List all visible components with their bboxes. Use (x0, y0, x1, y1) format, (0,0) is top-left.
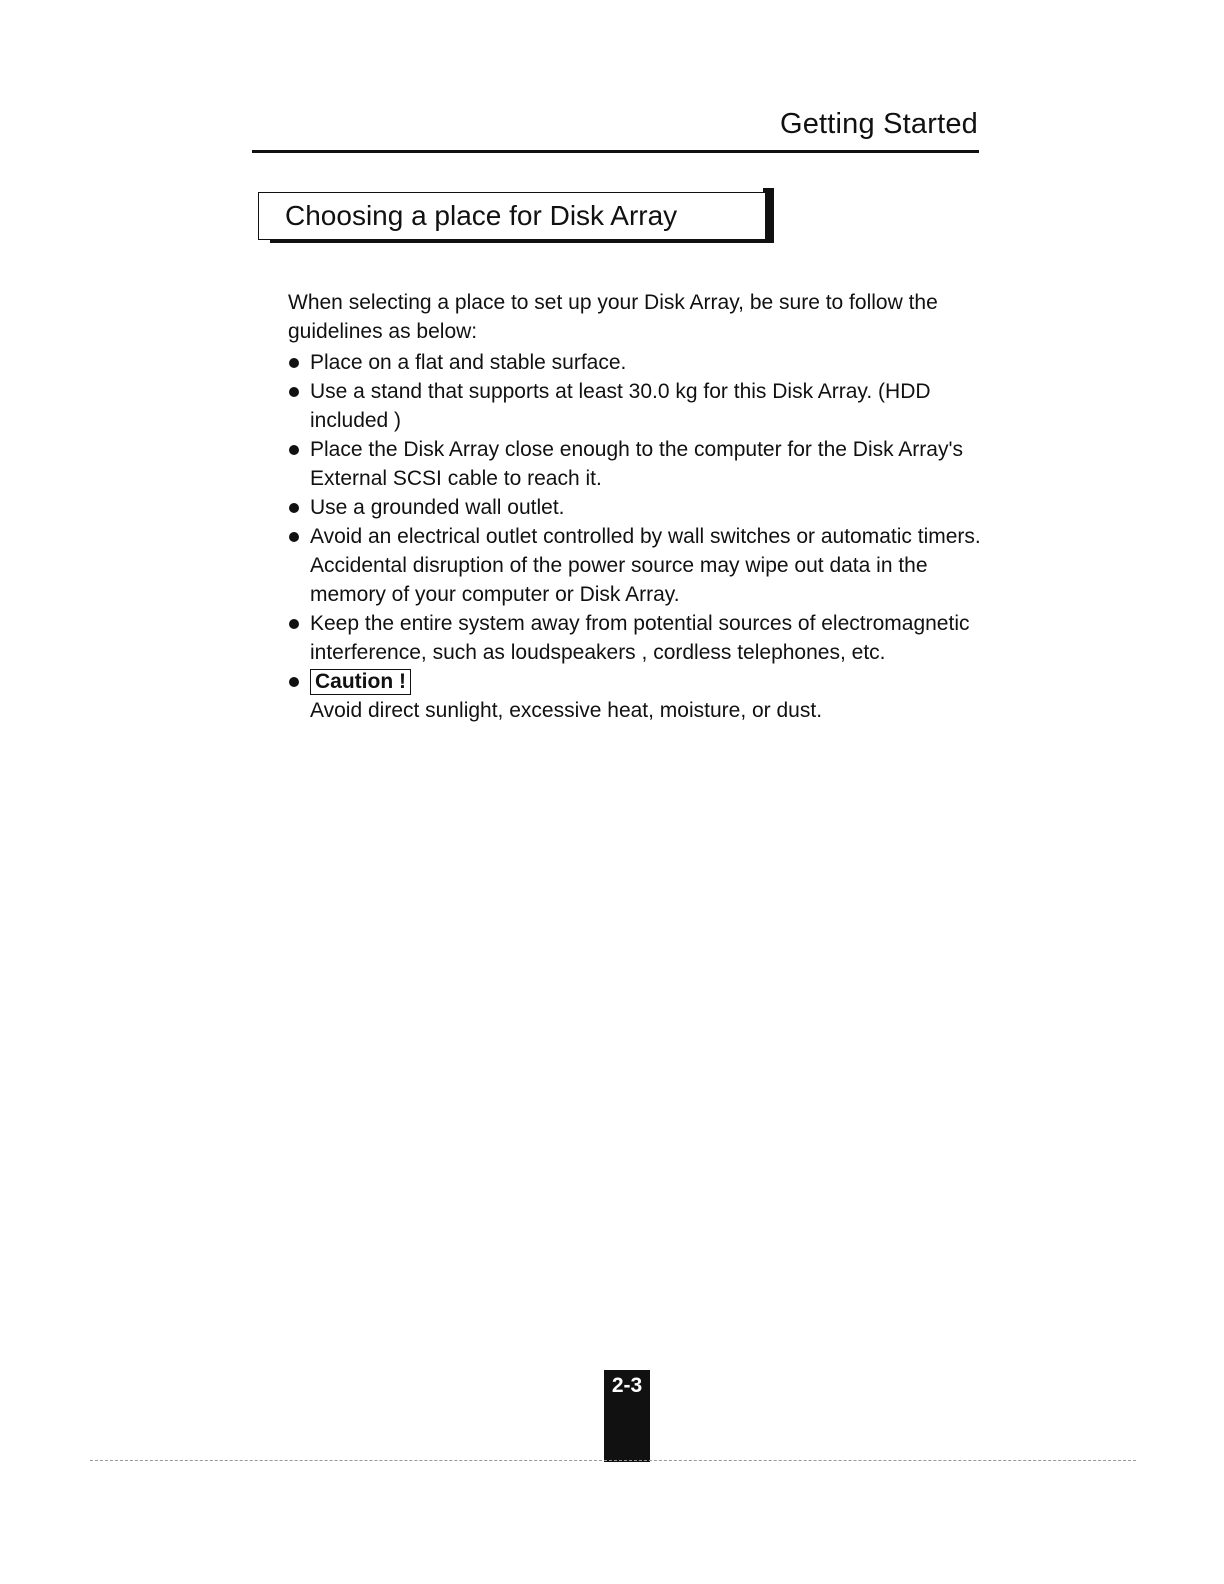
running-header: Getting Started (779, 108, 978, 140)
list-item (288, 377, 988, 435)
list-item (288, 609, 988, 667)
bullet-icon (289, 445, 299, 455)
bottom-rule (90, 1460, 1136, 1461)
guideline-text: Use a grounded wall outlet. (310, 496, 565, 519)
caution-label: Caution ! (310, 669, 411, 695)
caution-item (288, 667, 988, 725)
bullet-icon (289, 358, 299, 368)
header-rule (252, 150, 979, 153)
guideline-text: Avoid an electrical outlet controlled by wall switches or automatic timers. Accidental disruption of the power source may wipe out data in the memory of your computer or Disk Array. (310, 525, 981, 606)
guideline-text: Place the Disk Array close enough to the computer for the Disk Array's External SCSI cable to reach it. (310, 438, 963, 490)
bullet-icon (289, 677, 299, 687)
caution-text: Avoid direct sunlight, excessive heat, moisture, or dust. (310, 699, 823, 722)
guideline-list (288, 348, 988, 725)
bullet-icon (289, 387, 299, 397)
guideline-text: Keep the entire system away from potential sources of electromagnetic interference, such as loudspeakers , cordless telephones, etc. (310, 612, 970, 664)
guideline-text: Use a stand that supports at least 30.0 kg for this Disk Array. (HDD included ) (310, 380, 931, 432)
body-text (288, 288, 988, 725)
bullet-icon (289, 503, 299, 513)
section-title: Choosing a place for Disk Array (285, 200, 678, 231)
list-item (288, 435, 988, 493)
list-item (288, 348, 988, 377)
page-number: 2-3 (611, 1374, 643, 1397)
list-item (288, 522, 988, 609)
bullet-icon (289, 532, 299, 542)
bullet-icon (289, 619, 299, 629)
intro-paragraph: When selecting a place to set up your Disk Array, be sure to follow the guidelines as below: (288, 291, 938, 343)
list-item (288, 493, 988, 522)
guideline-text: Place on a flat and stable surface. (310, 351, 627, 374)
